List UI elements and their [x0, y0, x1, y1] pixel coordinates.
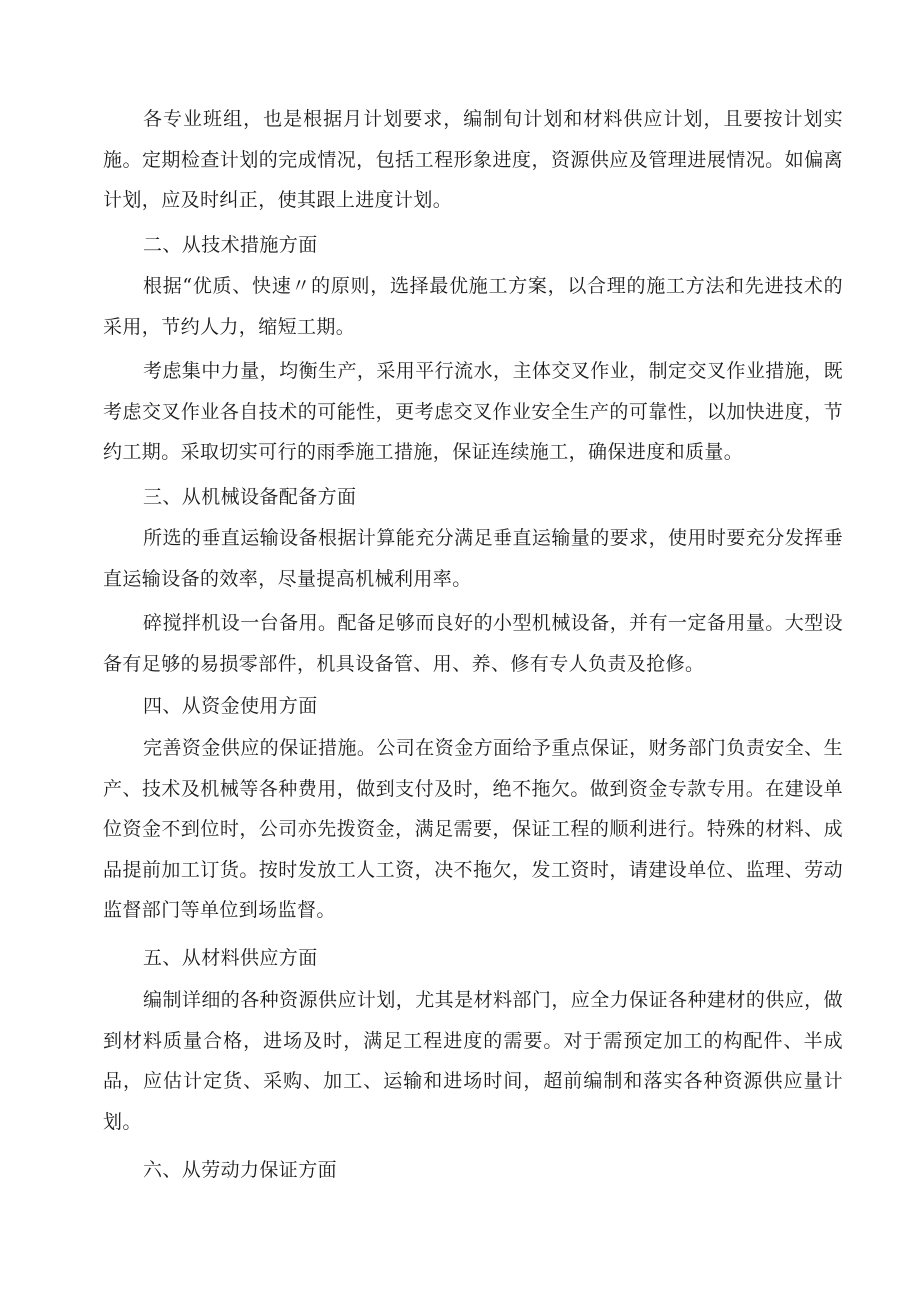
heading-machinery: 三、从机械设备配备方面	[143, 486, 357, 508]
paragraph-progress-plan: 各专业班组，也是根据月计划要求，编制旬计划和材料供应计划，且要按计划实施。定期检查计划的完成情况，包括工程形象进度，资源供应及管理进展情况。如偏离计划，应及时纠正，使其跟上进度计划。	[103, 108, 843, 211]
heading-labor: 六、从劳动力保证方面	[143, 1159, 338, 1181]
heading-funding: 四、从资金使用方面	[143, 695, 318, 717]
heading-material-supply: 五、从材料供应方面	[143, 947, 318, 969]
heading-technical-measures: 二、从技术措施方面	[143, 234, 318, 256]
paragraph-construction-plan: 根据“优质、快速〃的原则，选择最优施工方案，以合理的施工方法和先进技术的采用，节约人力，缩短工期。	[103, 275, 843, 338]
paragraph-mixer-backup: 碎搅拌机设一台备用。配备足够而良好的小型机械设备，并有一定备用量。大型设备有足够的易损零部件，机具设备管、用、养、修有专人负责及抢修。	[103, 612, 843, 675]
paragraph-material-plan: 编制详细的各种资源供应计划，尤其是材料部门，应全力保证各种建材的供应，做到材料质量合格，进场及时，满足工程进度的需要。对于需预定加工的构配件、半成品，应估计定货、采购、加工、运输和进场时间，超前编制和落实各种资源供应量计划。	[103, 989, 843, 1133]
paragraph-cross-operations: 考虑集中力量，均衡生产，采用平行流水，主体交叉作业，制定交叉作业措施，既考虑交叉作业各自技术的可能性，更考虑交叉作业安全生产的可靠性，以加快进度，节约工期。采取切实可行的雨季施工措施，保证连续施工，确保进度和质量。	[103, 360, 843, 463]
paragraph-vertical-transport: 所选的垂直运输设备根据计算能充分满足垂直运输量的要求，使用时要充分发挥垂直运输设备的效率，尽量提高机械利用率。	[103, 527, 843, 590]
paragraph-funding-measures: 完善资金供应的保证措施。公司在资金方面给予重点保证，财务部门负责安全、生产、技术及机械等各种费用，做到支付及时，绝不拖欠。做到资金专款专用。在建设单位资金不到位时，公司亦先拨资金，满足需要，保证工程的顺利进行。特殊的材料、成品提前加工订货。按时发放工人工资，决不拖欠，发工资时，请建设单位、监理、劳动监督部门等单位到场监督。	[103, 737, 843, 921]
